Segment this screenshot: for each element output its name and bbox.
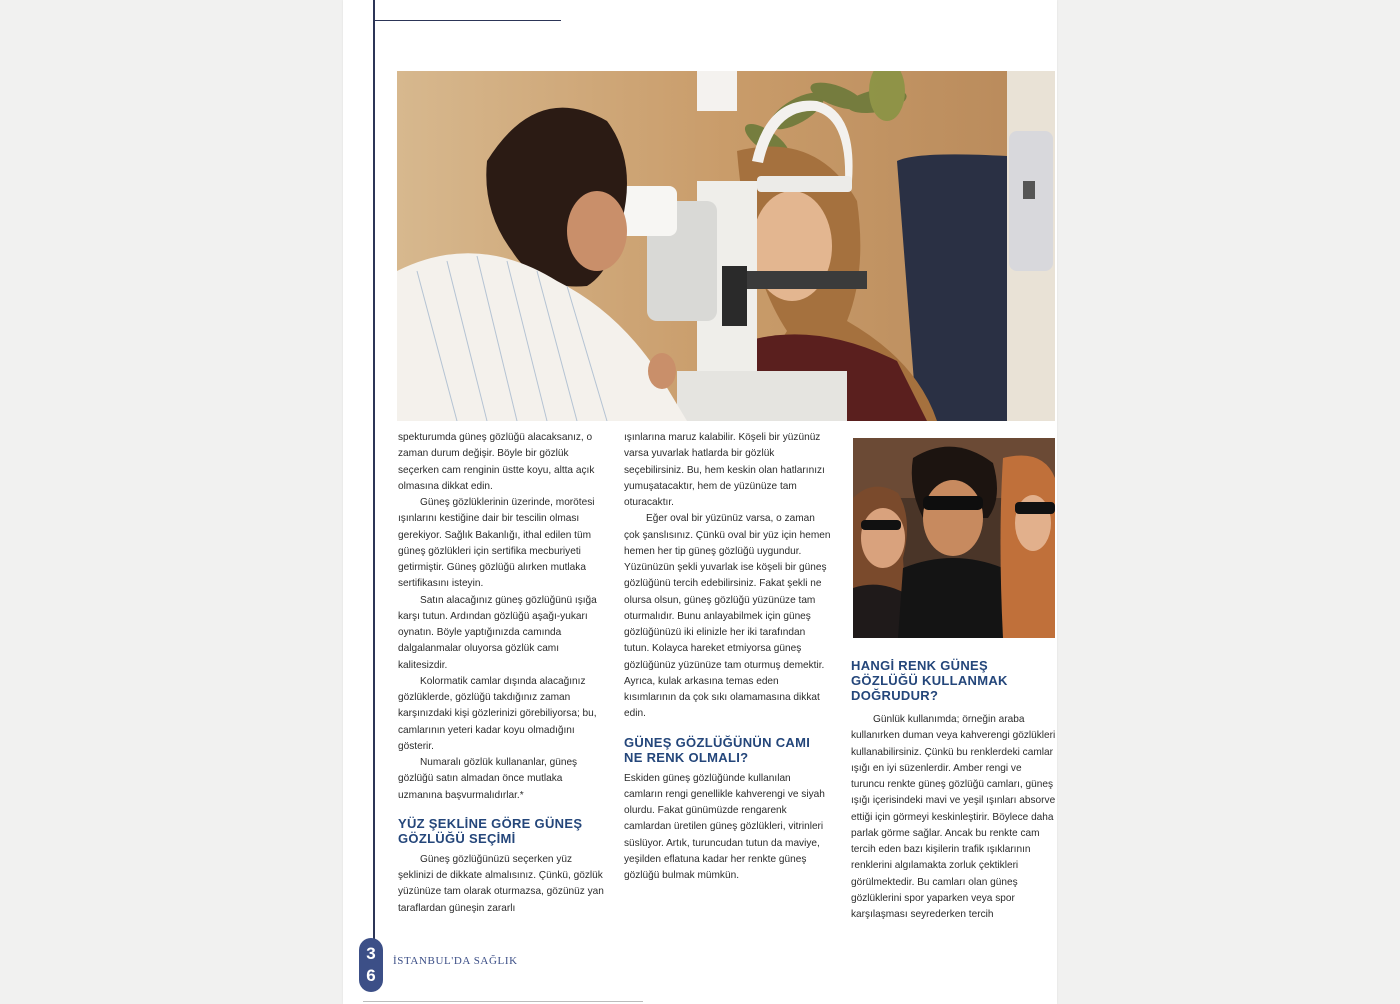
- top-rule: [373, 20, 561, 21]
- text-column-1: [398, 430, 605, 917]
- magazine-name: İSTANBUL'DA SAĞLIK: [393, 955, 518, 967]
- paragraph: Kolormatik camlar dışında alacağınız gözlüklerde, gözlüğü takdığınız zaman karşınızdaki kişi gözlerinizi görebiliyorsa; bu, camlarının yeteri kadar koyu olmadığını gösterir.: [398, 675, 597, 752]
- paragraph: Eğer oval bir yüzünüz varsa, o zaman çok şanslısınız. Çünkü oval bir yüz için hemen hemen her tip güneş gözlüğü uygundur. Yüzünüzün şekli yuvarlak ise köşeli bir güneş gözlüğünü tercih edebilirsiniz. Fakat şekli ne olursa olsun, güneş gözlüğü yüzünüze tam oturmalıdır. Bunu anlayabilmek için güneş gözlüğünüzü iki elinizle her iki tarafından tutun. Kolayca hareket etmiyorsa güneş gözlüğünüz yüzünüze tam oturmuş demektir. Ayrıca, kulak arkasına temas eden kısımlarının da çok sıkı olamamasına dikkat edin.: [624, 513, 831, 720]
- section-heading: GÜNEŞ GÖZLÜĞÜNÜN CAMI NE RENK OLMALI?: [624, 734, 811, 765]
- paragraph: spekturumda güneş gözlüğü alacaksanız, o zaman durum değişir. Böyle bir gözlük seçerken cam renginin üstte koyu, altta açık olmasına dikkat edin.: [398, 432, 595, 492]
- eye-exam-photo: [397, 71, 1055, 421]
- paragraph: Numaralı gözlük kullananlar, güneş gözlüğü satın almadan önce mutlaka uzmanına başvurmalıdırlar.*: [398, 757, 578, 801]
- page-number-badge: [359, 938, 383, 992]
- paragraph: Güneş gözlüklerinin üzerinde, morötesi ışınlarını kestiğine dair bir tescilin olması gerekiyor. Sağlık Bakanlığı, ithal edilen tüm güneş gözlükleri için sertifika mecburiyeti getirmiştir. Güneş gözlüğü alırken mutlaka sertifikasını isteyin.: [398, 497, 595, 590]
- section-heading: HANGİ RENK GÜNEŞ GÖZLÜĞÜ KULLANMAK DOĞRUDUR?: [851, 658, 1008, 703]
- text-column-3: [851, 712, 1058, 923]
- magazine-page: [343, 0, 1057, 1004]
- paragraph: Eskiden güneş gözlüğünde kullanılan camların rengi genellikle kahverengi ve siyah olurdu. Fakat günümüzde rengarenk camlardan üretilen güneş gözlükleri, vitrinleri süslüyor. Artık, turuncudan tutun da maviye, yeşilden eflatuna kadar her renkte güneş gözlüğü bulmak mümkün.: [624, 772, 825, 881]
- section-heading: YÜZ ŞEKLİNE GÖRE GÜNEŞ GÖZLÜĞÜ SEÇİMİ: [398, 815, 583, 846]
- page-number-digit: 3: [366, 944, 376, 963]
- page-number-digit: 6: [366, 966, 376, 985]
- sunglasses-people-photo: [853, 438, 1055, 638]
- paragraph: Günlük kullanımda; örneğin araba kullanırken duman veya kahverengi gözlükleri kullanabilirsiniz. Çünkü bu renklerdeki camlar ışığı en iyi süzenlerdir. Amber rengi ve turuncu renkte güneş gözlüğü camları, güneş ışığı içerisindeki mavi ve yeşil ışınları absorve ettiği için görmeyi keskinleştirir. Böylece daha parlak görme sağlar. Ancak bu renkte cam tercih eden bazı kişilerin trafik ışıklarının renklerini algılamakta zorluk çektikleri görülmektedir. Bu camları olan güneş gözlüklerini spor yaparken veya spor karşılaşması seyrederken tercih: [851, 714, 1056, 920]
- text-column-2: [624, 430, 831, 884]
- paragraph: ışınlarına maruz kalabilir. Köşeli bir yüzünüz varsa yuvarlak hatlarda bir gözlük seçebilirsiniz. Bu, hem keskin olan hatlarınızı yumuşatacaktır, hem de yüzünüze tam oturacaktır.: [624, 432, 825, 508]
- bottom-rule: [363, 1001, 643, 1002]
- paragraph: Güneş gözlüğünüzü seçerken yüz şeklinizi de dikkate almalısınız. Çünkü, gözlük yüzünüze tam olarak oturmazsa, gözünüz yan taraflardan güneşin zararlı: [398, 853, 604, 914]
- paragraph: Satın alacağınız güneş gözlüğünü ışığa karşı tutun. Ardından gözlüğü aşağı-yukarı oynatın. Böyle yaptığınızda camında dalgalanmalar oluyorsa gözlük camı kalitesizdir.: [398, 594, 597, 671]
- vertical-rule: [373, 0, 375, 975]
